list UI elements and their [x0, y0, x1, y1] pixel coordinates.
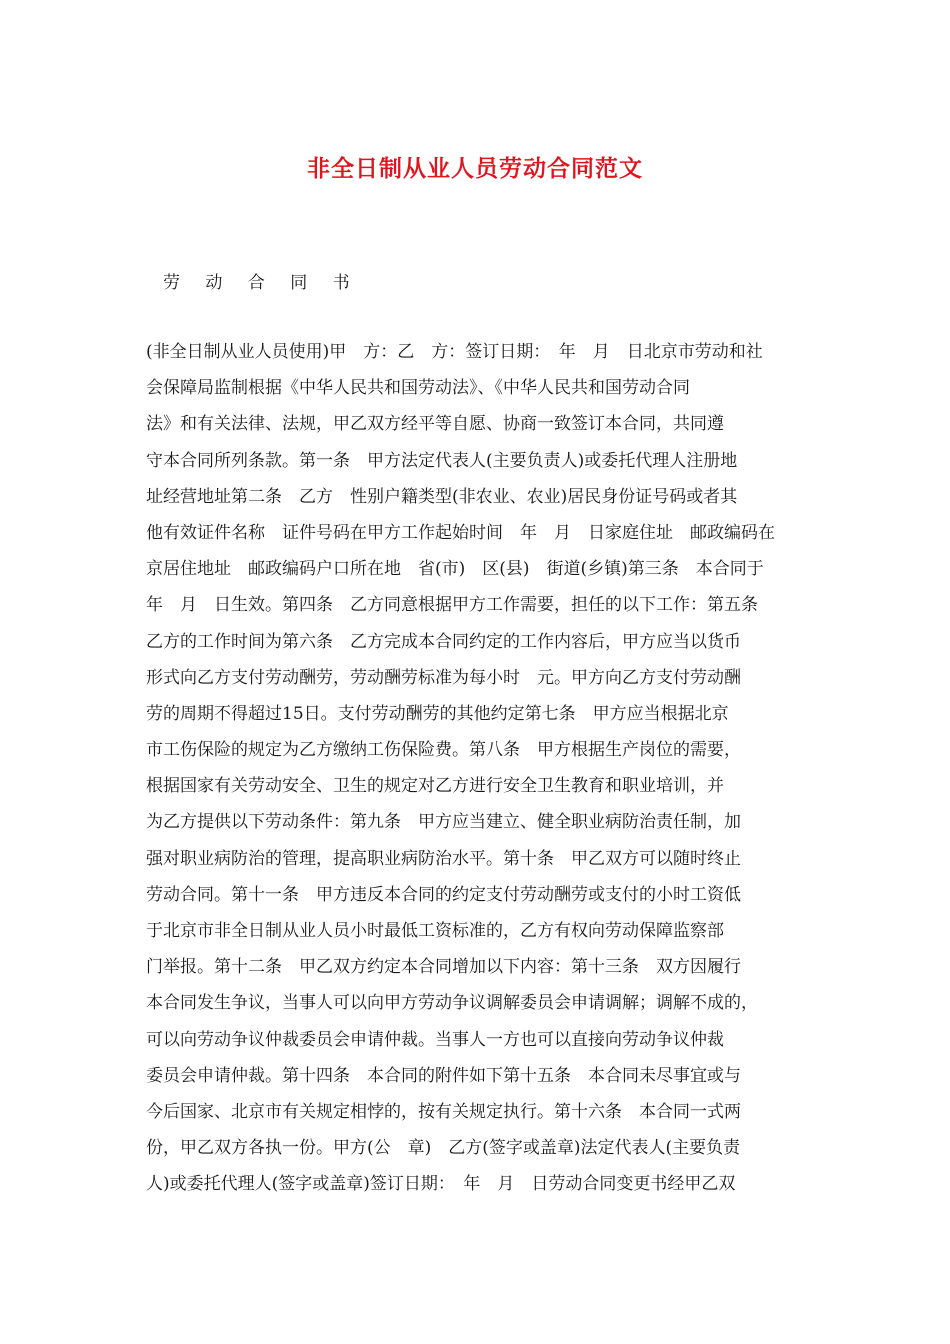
body-line: 他有效证件名称 证件号码在甲方工作起始时间 年 月 日家庭住址 邮政编码在	[146, 522, 775, 543]
contract-body	[146, 334, 826, 1203]
body-line: 乙方的工作时间为第六条 乙方完成本合同约定的工作内容后，甲方应当以货币	[146, 631, 741, 652]
body-line: 址经营地址第二条 乙方 性别户籍类型(非农业、农业)居民身份证号码或者其	[146, 486, 738, 507]
body-line: 京居住地址 邮政编码户口所在地 省(市) 区(县) 街道(乡镇)第三条 本合同于	[146, 559, 764, 580]
body-line: 年 月 日生效。第四条 乙方同意根据甲方工作需要，担任的以下工作：第五条	[146, 595, 758, 616]
body-line: 会保障局监制根据《中华人民共和国劳动法》、《中华人民共和国劳动合同	[146, 378, 690, 399]
body-line: 于北京市非全日制从业人员小时最低工资标准的，乙方有权向劳动保障监察部	[146, 921, 724, 941]
body-line: 守本合同所列条款。第一条 甲方法定代表人(主要负责人)或委托代理人注册地	[146, 450, 738, 471]
document-subtitle: 劳 动 合 同 书	[163, 273, 360, 293]
body-line: 劳的周期不得超过15日。支付劳动酬劳的其他约定第七条 甲方应当根据北京	[146, 703, 729, 724]
body-line: 门举报。第十二条 甲乙双方约定本合同增加以下内容：第十三条 双方因履行	[146, 957, 741, 978]
body-line: 形式向乙方支付劳动酬劳，劳动酬劳标准为每小时 元。甲方向乙方支付劳动酬	[146, 667, 741, 688]
body-line: 可以向劳动争议仲裁委员会申请仲裁。当事人一方也可以直接向劳动争议仲裁	[146, 1029, 724, 1050]
body-line: 份，甲乙双方各执一份。甲方(公 章) 乙方(签字或盖章)法定代表人(主要负责	[146, 1138, 741, 1159]
body-line: 市工伤保险的规定为乙方缴纳工伤保险费。第八条 甲方根据生产岗位的需要，	[146, 740, 741, 761]
body-line: 为乙方提供以下劳动条件：第九条 甲方应当建立、健全职业病防治责任制，加	[146, 812, 741, 833]
document-title: 非全日制从业人员劳动合同范文	[307, 156, 643, 182]
body-line: (非全日制从业人员使用)甲 方：乙 方：签订日期： 年 月 日北京市劳动和社	[146, 342, 763, 362]
body-line: 法》和有关法律、法规，甲乙双方经平等自愿、协商一致签订本合同，共同遵	[146, 414, 724, 435]
body-line: 根据国家有关劳动安全、卫生的规定对乙方进行安全卫生教育和职业培训，并	[146, 776, 724, 797]
body-line: 人)或委托代理人(签字或盖章)签订日期： 年 月 日劳动合同变更书经甲乙双	[146, 1174, 736, 1195]
body-line: 委员会申请仲裁。第十四条 本合同的附件如下第十五条 本合同未尽事宜或与	[146, 1065, 741, 1086]
body-line: 劳动合同。第十一条 甲方违反本合同的约定支付劳动酬劳或支付的小时工资低	[146, 884, 741, 905]
body-line: 强对职业病防治的管理，提高职业病防治水平。第十条 甲乙双方可以随时终止	[146, 848, 741, 869]
body-line: 本合同发生争议，当事人可以向甲方劳动争议调解委员会申请调解；调解不成的，	[146, 993, 758, 1014]
body-line: 今后国家、北京市有关规定相悖的，按有关规定执行。第十六条 本合同一式两	[146, 1101, 741, 1122]
